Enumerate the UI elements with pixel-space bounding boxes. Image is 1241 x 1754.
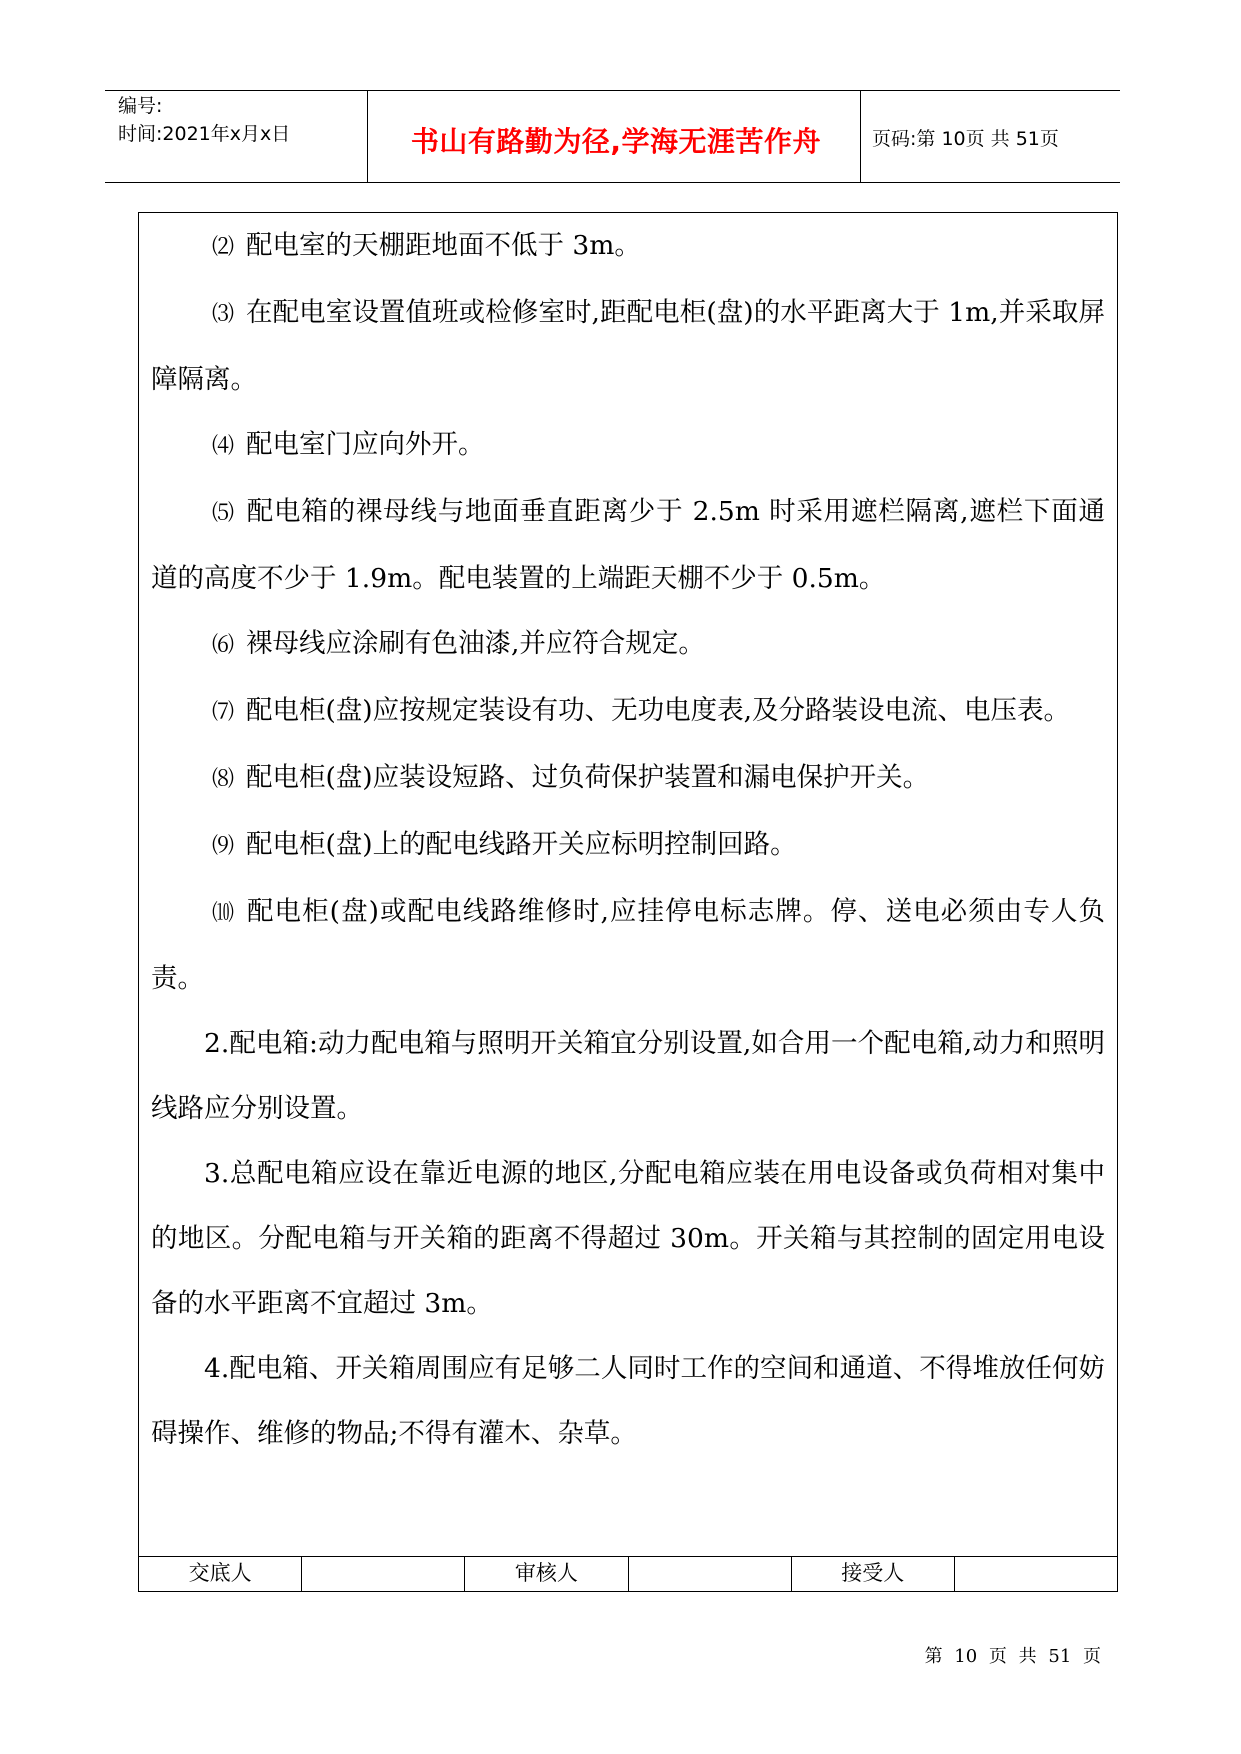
item-text: 配电柜(盘)应装设短路、过负荷保护装置和漏电保护开关。 (245, 762, 930, 793)
item-number: ⑺ (211, 700, 234, 725)
signature-row (139, 1556, 1117, 1591)
item-text: 配电室的天棚距地面不低于 3m。 (245, 230, 641, 261)
handover-person-field[interactable] (302, 1557, 465, 1591)
item-text: 配电柜(盘)上的配电线路开关应标明控制回路。 (245, 829, 797, 860)
item-text: 配电柜(盘)或配电线路维修时,应挂停电标志牌。停、送电必须由专人负责。 (151, 896, 1105, 994)
item-9 (151, 812, 1105, 879)
reviewer-field[interactable] (629, 1557, 792, 1591)
page-footer: 第 10 页 共 51 页 (924, 1646, 1101, 1667)
section-4: 4.配电箱、开关箱周围应有足够二人同时工作的空间和通道、不得堆放任何妨碍操作、维修的物品;不得有灌木、杂草。 (151, 1353, 1105, 1449)
header-bottom-rule (105, 182, 1120, 183)
item-text: 配电箱的裸母线与地面垂直距离少于 2.5m 时采用遮栏隔离,遮栏下面通道的高度不少于 1.9m。配电装置的上端距天棚不少于 0.5m。 (151, 496, 1105, 594)
item-8 (151, 745, 1105, 812)
item-3 (151, 280, 1105, 412)
item-number: ⑼ (211, 834, 234, 859)
header-motto: 书山有路勤为径,学海无涯苦作舟 (410, 125, 822, 158)
header-top-rule (105, 90, 1120, 91)
item-5 (151, 479, 1105, 611)
item-10 (151, 879, 1105, 1011)
receiver-field[interactable] (955, 1557, 1117, 1591)
content-box (138, 212, 1118, 1592)
item-number: ⑸ (211, 501, 235, 526)
item-number: ⑶ (211, 302, 235, 327)
header-divider-left (367, 90, 368, 183)
item-text: 裸母线应涂刷有色油漆,并应符合规定。 (245, 628, 705, 659)
reviewer-label: 审核人 (465, 1557, 628, 1591)
item-text: 配电柜(盘)应按规定装设有功、无功电度表,及分路装设电流、电压表。 (245, 695, 1071, 726)
item-2 (151, 213, 1105, 280)
section-2: 2.配电箱:动力配电箱与照明开关箱宜分别设置,如合用一个配电箱,动力和照明线路应分别设置。 (151, 1028, 1105, 1124)
time-label: 时间:2021年x月x日 (118, 123, 291, 145)
code-label: 编号: (118, 95, 163, 117)
item-text: 在配电室设置值班或检修室时,距配电柜(盘)的水平距离大于 1m,并采取屏障隔离。 (151, 297, 1105, 395)
item-6 (151, 611, 1105, 678)
section-3: 3.总配电箱应设在靠近电源的地区,分配电箱应装在用电设备或负荷相对集中的地区。分配电箱与开关箱的距离不得超过 30m。开关箱与其控制的固定用电设备的水平距离不宜超过 3m。 (151, 1158, 1105, 1319)
header-page-info: 页码:第 10页 共 51页 (872, 128, 1059, 150)
content-body (151, 213, 1105, 1466)
item-7 (151, 678, 1105, 745)
item-number: ⑻ (211, 767, 234, 792)
item-4 (151, 412, 1105, 479)
item-number: ⑽ (211, 901, 235, 926)
receiver-label: 接受人 (792, 1557, 955, 1591)
handover-person-label: 交底人 (139, 1557, 302, 1591)
item-number: ⑵ (211, 235, 234, 260)
item-text: 配电室门应向外开。 (245, 429, 485, 460)
item-number: ⑹ (211, 633, 234, 658)
header-meta (118, 92, 290, 148)
header-divider-right (860, 90, 861, 183)
item-number: ⑷ (211, 434, 234, 459)
